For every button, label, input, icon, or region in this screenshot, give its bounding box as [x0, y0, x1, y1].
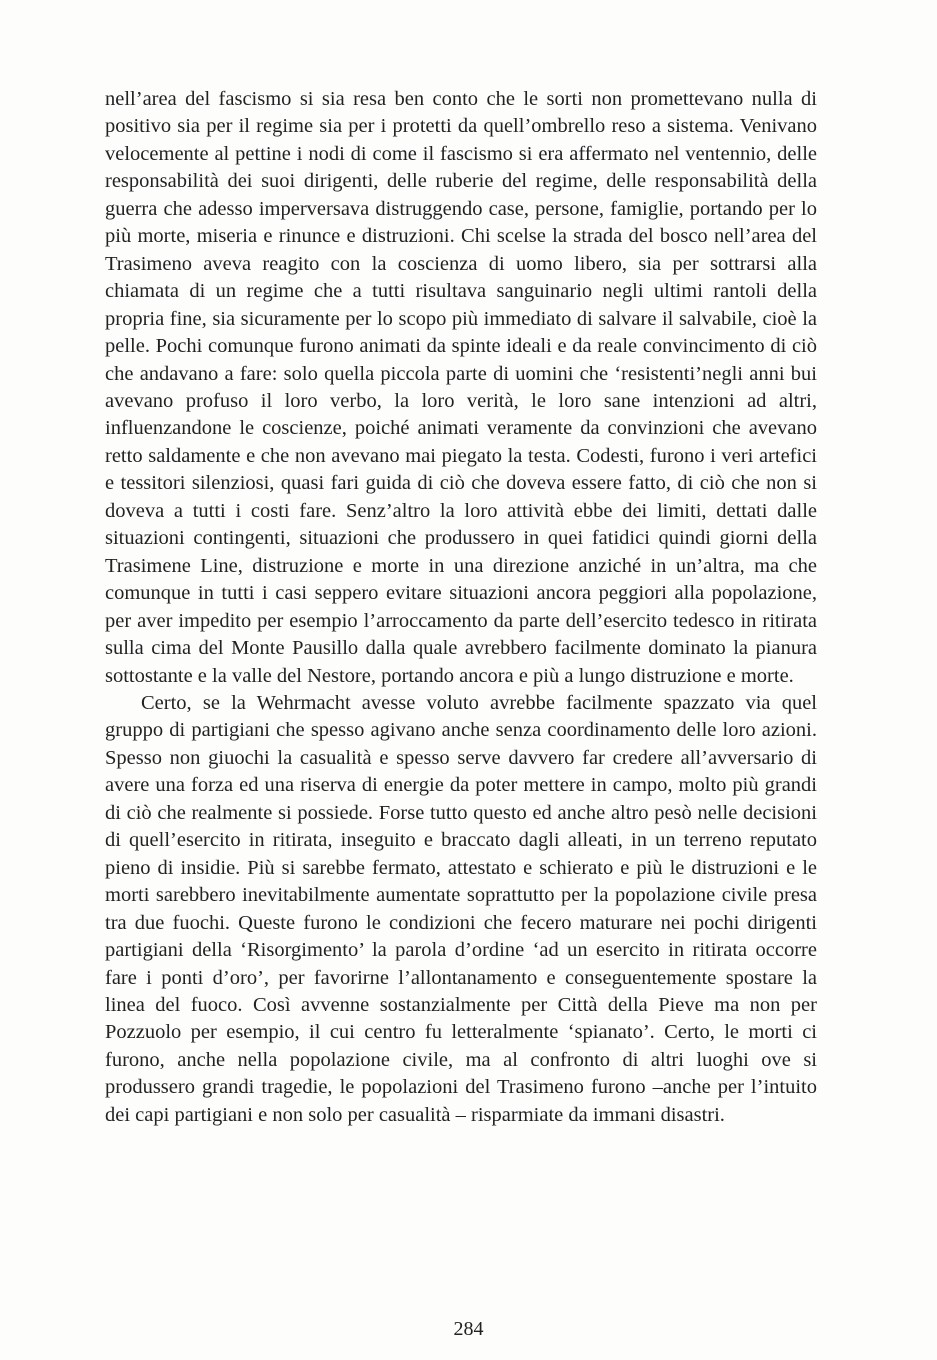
page-number: 284: [453, 1318, 484, 1340]
body-text: [105, 86, 817, 1129]
paragraph-2: Certo, se la Wehrmacht avesse voluto avrebbe facilmente spazzato via quel gruppo di partigiani che spesso agivano anche senza coordinamento delle loro azioni. Spesso non giuochi la casualità e spesso serve davvero far credere all’avversario di avere una forza ed una riserva di energie da poter mettere in campo, molto più grandi di ciò che realmente si possiede. Forse tutto questo ed anche altro pesò nelle decisioni di quell’esercito in ritirata, inseguito e braccato dagli alleati, in un terreno reputato pieno di insidie. Più si sarebbe fermato, attestato e schierato e più le distruzioni e le morti sarebbero inevitabilmente aumentate soprattutto per la popolazione civile presa tra due fuochi. Queste furono le condizioni che fecero maturare nei pochi dirigenti partigiani della ‘Risorgimento’ la parola d’ordine ‘ad un esercito in ritirata occorre fare i ponti d’oro’, per favorirne l’allontanamento e conseguentemente spostare la linea del fuoco. Così avvenne sostanzialmente per Città della Pieve ma non per Pozzuolo per esempio, il cui centro fu letteralmente ‘spianato’. Certo, le morti ci furono, anche nella popolazione civile, ma al confronto di altri luoghi ove si produssero grandi tragedie, le popolazioni del Trasimeno furono –anche per l’intuito dei capi partigiani e non solo per casualità – risparmiate da immani disastri.: [105, 691, 817, 1126]
paragraph-1: nell’area del fascismo si sia resa ben conto che le sorti non promettevano nulla di positivo sia per il regime sia per i protetti da quell’ombrello reso a sistema. Venivano velocemente al pettine i nodi di come il fascismo si era affermato nel ventennio, delle responsabilità dei suoi dirigenti, delle ruberie del regime, delle responsabilità della guerra che adesso imperversava distruggendo case, persone, famiglie, portando per lo più morte, miseria e rinunce e distruzioni. Chi scelse la strada del bosco nell’area del Trasimeno aveva reagito con la coscienza di uomo libero, sia per sottrarsi alla chiamata di un regime che a tutti risultava sanguinario negli ultimi rantoli della propria fine, sia sicuramente per lo scopo più immediato di salvare il salvabile, cioè la pelle. Pochi comunque furono animati da spinte ideali e da reale convincimento di ciò che andavano a fare: solo quella piccola parte di uomini che ‘resistenti’negli anni bui avevano profuso il loro verbo, la loro verità, le loro sane intenzioni ad altri, influenzandone le coscienze, poiché animati veramente da convinzioni che avevano retto saldamente e che non avevano mai piegato la testa. Codesti, furono i veri artefici e tessitori silenziosi, quasi fari guida di ciò che doveva essere fatto, di ciò che non si doveva a tutti i costi fare. Senz’altro la loro attività ebbe dei limiti, dettati dalle situazioni contingenti, situazioni che produssero in quei fatidici quindi giorni della Trasimene Line, distruzione e morte in una direzione anziché in un’altra, ma che comunque in tutti i casi seppero evitare situazioni ancora peggiori alla popolazione, per aver impedito per esempio l’arroccamento da parte dell’esercito tedesco in ritirata sulla cima del Monte Pausillo dalla quale avrebbero facilmente dominato la pianura sottostante e la valle del Nestore, portando ancora e più a lungo distruzione e morte.: [105, 88, 817, 687]
